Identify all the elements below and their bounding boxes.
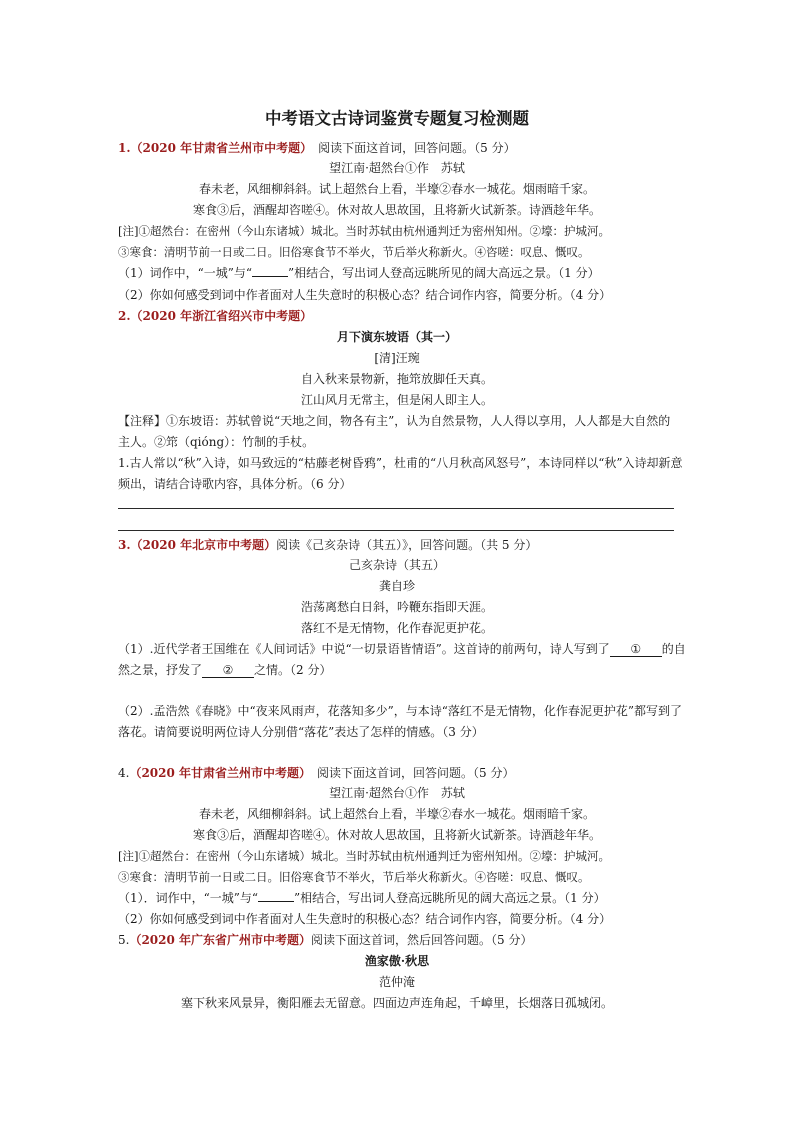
answer-blank[interactable]: ② bbox=[202, 663, 254, 678]
q1-number: 1. bbox=[118, 141, 131, 155]
q3-subquestion-1-cont: 然之景，抒发了 ② 之情。（2 分） bbox=[118, 663, 332, 677]
q2-header bbox=[118, 308, 312, 324]
q3-intro: 阅读《己亥杂诗（其五）》，回答问题。（共 5 分） bbox=[276, 538, 538, 552]
q2-question: 1.古人常以“秋”入诗，如马致远的“枯藤老树昏鸦”，杜甫的“八月秋高风怒号”，本诗同样以“秋”入诗却新意 bbox=[118, 456, 683, 470]
q1-poem-title: 望江南·超然台①作 苏轼 bbox=[329, 161, 465, 175]
q5-poem-line: 塞下秋来风景异，衡阳雁去无留意。四面边声连角起，千嶂里，长烟落日孤城闭。 bbox=[180, 996, 613, 1010]
q2-poem-title: 月下演东坡语（其一） bbox=[336, 330, 457, 344]
q2-question: 频出，请结合诗歌内容，具体分析。（6 分） bbox=[118, 477, 352, 491]
q4-number: 4. bbox=[118, 766, 130, 780]
q2-number: 2. bbox=[118, 309, 131, 323]
q3-header bbox=[118, 537, 537, 553]
q5-source: （2020 年广东省广州市中考题） bbox=[129, 933, 312, 947]
q4-poem-line: 春未老，风细柳斜斜。试上超然台上看，半壕②春水一城花。烟雨暗千家。 bbox=[198, 807, 595, 821]
answer-line[interactable] bbox=[118, 530, 674, 531]
answer-blank[interactable] bbox=[252, 276, 288, 277]
q3-source: （2020 年北京市中考题） bbox=[130, 538, 277, 552]
q3-poem-line: 浩荡离愁白日斜，吟鞭东指即天涯。 bbox=[300, 600, 493, 614]
q1-note: ③寒食：清明节前一日或二日。旧俗寒食节不举火，节后举火称新火。④咨嗟：叹息、慨叹。 bbox=[118, 245, 590, 259]
page-title: 中考语文古诗词鉴赏专题复习检测题 bbox=[265, 109, 529, 128]
q3-poem-line: 落红不是无情物，化作春泥更护花。 bbox=[300, 621, 493, 635]
q4-note: ③寒食：清明节前一日或二日。旧俗寒食节不举火，节后举火称新火。④咨嗟：叹息、慨叹。 bbox=[118, 870, 590, 884]
q2-poem-line: 自入秋来景物新，拖筇放脚任天真。 bbox=[300, 372, 493, 386]
q1-subquestion-2: （2）你如何感受到词中作者面对人生失意时的积极心态？结合词作内容，简要分析。（4 分） bbox=[118, 288, 612, 302]
q5-intro: 阅读下面这首词，然后回答问题。（5 分） bbox=[311, 933, 533, 947]
q1-header bbox=[118, 140, 516, 156]
q2-note: 主人。②筇（qióng）：竹制的手杖。 bbox=[118, 435, 315, 449]
q4-subquestion-1: （1）．词作中，“一城”与“ ”相结合，写出词人登高远眺所见的阔大高远之景。（1 分） bbox=[118, 891, 606, 905]
q5-poem-title: 渔家傲·秋思 bbox=[364, 954, 430, 968]
q3-subquestion-2-cont: 落花。请简要说明两位诗人分别借“落花”表达了怎样的情感。（3 分） bbox=[118, 725, 484, 739]
q5-author: 范仲淹 bbox=[378, 975, 415, 989]
q2-author: [清]汪琬 bbox=[374, 351, 420, 365]
q4-subquestion-2: （2）你如何感受到词中作者面对人生失意时的积极心态？结合词作内容，简要分析。（4 分） bbox=[118, 912, 612, 926]
q3-number: 3. bbox=[118, 538, 131, 552]
q4-header bbox=[118, 765, 515, 781]
q4-poem-line: 寒食③后，酒醒却咨嗟④。休对故人思故国，且将新火试新茶。诗酒趁年华。 bbox=[192, 828, 601, 842]
answer-blank[interactable]: ① bbox=[610, 642, 662, 657]
q4-source: （2020 年甘肃省兰州市中考题） bbox=[129, 766, 306, 780]
q1-note: [注]①超然台：在密州（今山东诸城）城北。当时苏轼由杭州通判迁为密州知州。②壕：护城河。 bbox=[118, 224, 610, 238]
q2-note: 【注释】①东坡语：苏轼曾说“天地之间，物各有主”，认为自然景物，人人得以享用，人人都是大自然的 bbox=[118, 414, 671, 428]
q3-subquestion-2: （2）.孟浩然《春晓》中“夜来风雨声，花落知多少”，与本诗“落红不是无情物，化作春泥更护花”都写到了 bbox=[118, 704, 682, 718]
q1-poem-line: 寒食③后，酒醒却咨嗟④。休对故人思故国，且将新火试新茶。诗酒趁年华。 bbox=[192, 203, 601, 217]
q5-number: 5. bbox=[118, 933, 130, 947]
q1-intro: 阅读下面这首词，回答问题。（5 分） bbox=[318, 141, 516, 155]
q5-header bbox=[118, 932, 532, 948]
answer-blank[interactable] bbox=[258, 901, 294, 902]
q3-poem-title: 己亥杂诗（其五） bbox=[348, 558, 445, 572]
q1-poem-line: 春未老，风细柳斜斜。试上超然台上看，半壕②春水一城花。烟雨暗千家。 bbox=[198, 182, 595, 196]
q3-subquestion-1: （1）.近代学者王国维在《人间词话》中说“一切景语皆情语”。这首诗的前两句，诗人写到了 ① 的自 bbox=[118, 642, 686, 656]
q2-poem-line: 江山风月无常主，但是闲人即主人。 bbox=[300, 393, 493, 407]
q4-poem-title: 望江南·超然台①作 苏轼 bbox=[329, 786, 465, 800]
q1-subquestion-1: （1）词作中，“一城”与“ ”相结合，写出词人登高远眺所见的阔大高远之景。（1 分） bbox=[118, 266, 600, 280]
q4-note: [注]①超然台：在密州（今山东诸城）城北。当时苏轼由杭州通判迁为密州知州。②壕：护城河。 bbox=[118, 849, 610, 863]
q1-source: （2020 年甘肃省兰州市中考题） bbox=[130, 141, 307, 155]
answer-line[interactable] bbox=[118, 508, 674, 509]
q3-author: 龚自珍 bbox=[378, 579, 415, 593]
q2-source: （2020 年浙江省绍兴市中考题） bbox=[130, 309, 313, 323]
q4-intro: 阅读下面这首词，回答问题。（5 分） bbox=[317, 766, 515, 780]
